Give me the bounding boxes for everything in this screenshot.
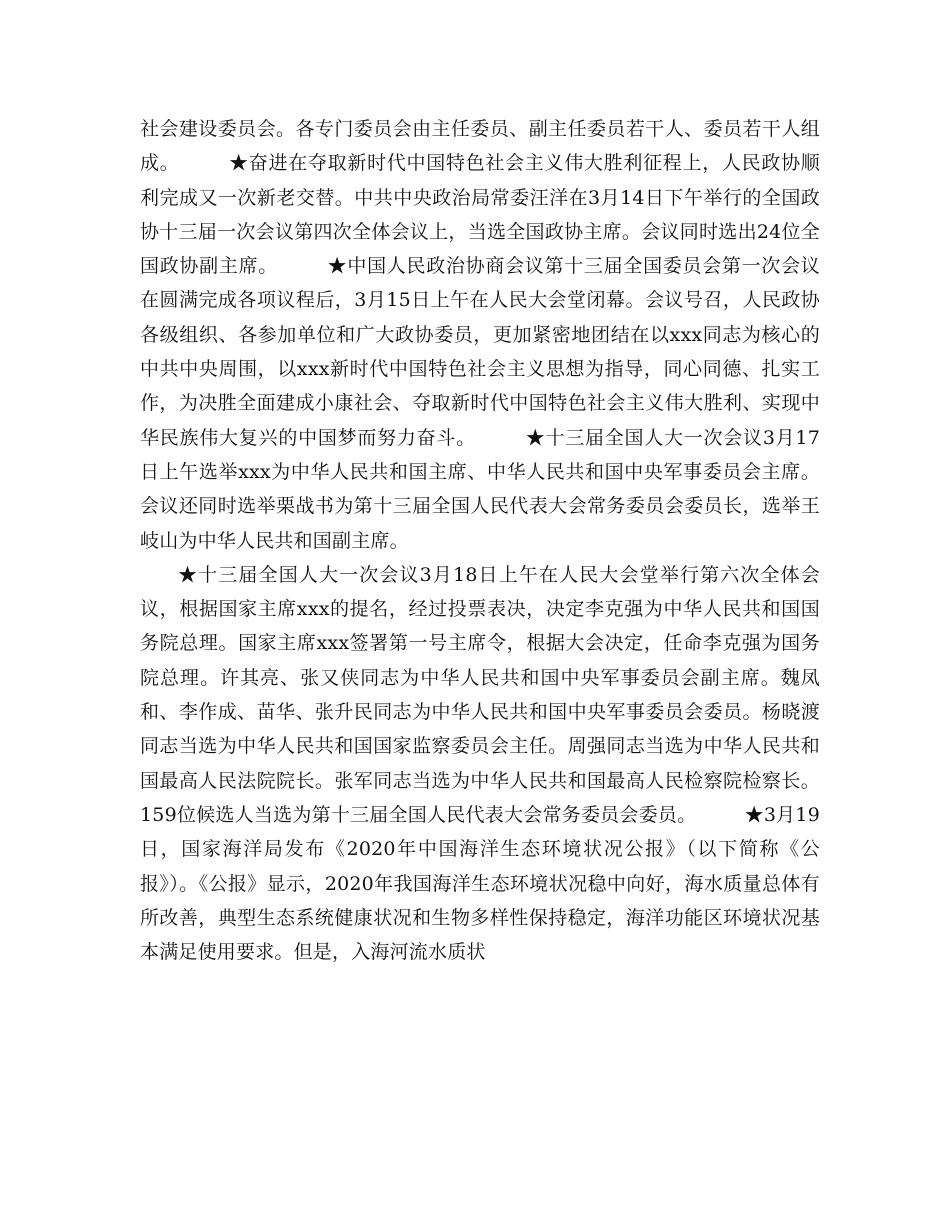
- paragraph-1: 社会建设委员会。各专门委员会由主任委员、副主任委员若干人、委员若干人组成。 ★奋进在夺取新时代中国特色社会主义伟大胜利征程上，人民政协顺利完成又一次新老交替。中共中央政治局常委汪洋在3月14日下午举行的全国政协十三届一次会议第四次全体会议上，当选全国政协主席。会议同时选出24位全国政协副主席。 ★中国人民政治协商会议第十三届全国委员会第一次会议在圆满完成各项议程后，3月15日上午在人民大会堂闭幕。会议号召，人民政协各级组织、各参加单位和广大政协委员，更加紧密地团结在以xxx同志为核心的中共中央周围，以xxx新时代中国特色社会主义思想为指导，同心同德、扎实工作，为决胜全面建成小康社会、夺取新时代中国特色社会主义伟大胜利、实现中华民族伟大复兴的中国梦而努力奋斗。 ★十三届全国人大一次会议3月17日上午选举xxx为中华人民共和国主席、中华人民共和国中央军事委员会主席。会议还同时选举栗战书为第十三届全国人民代表大会常务委员会委员长，选举王岐山为中华人民共和国副主席。: [140, 118, 820, 552]
- document-body: [140, 112, 820, 969]
- paragraph-2: ★十三届全国人大一次会议3月18日上午在人民大会堂举行第六次全体会议，根据国家主席xxx的提名，经过投票表决，决定李克强为中华人民共和国国务院总理。国家主席xxx签署第一号主席令，根据大会决定，任命李克强为国务院总理。许其亮、张又侠同志为中华人民共和国中央军事委员会副主席。魏凤和、李作成、苗华、张升民同志为中华人民共和国中央军事委员会委员。杨晓渡同志当选为中华人民共和国国家监察委员会主任。周强同志当选为中华人民共和国最高人民法院院长。张军同志当选为中华人民共和国最高人民检察院检察长。159位候选人当选为第十三届全国人民代表大会常务委员会委员。 ★3月19日，国家海洋局发布《2020年中国海洋生态环境状况公报》（以下简称《公报》）。《公报》显示，2020年我国海洋生态环境状况稳中向好，海水质量总体有所改善，典型生态系统健康状况和生物多样性保持稳定，海洋功能区环境状况基本满足使用要求。但是，入海河流水质状: [140, 563, 820, 964]
